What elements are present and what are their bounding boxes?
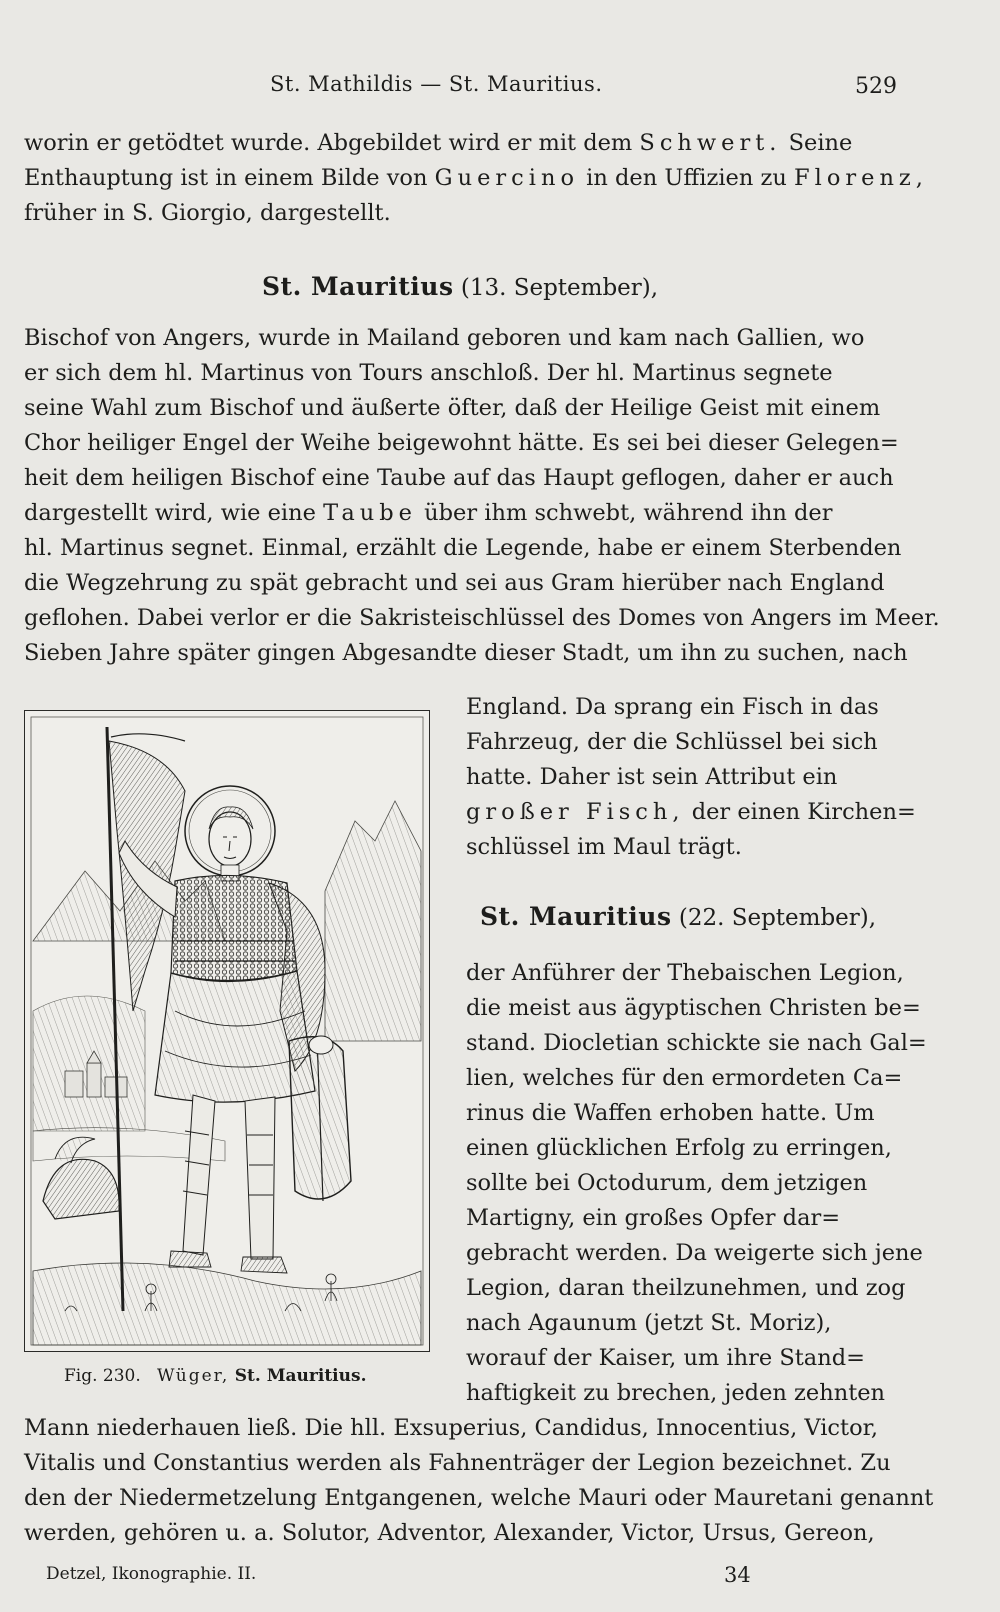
- text-line: seine Wahl zum Bischof und äußerte öfter, daß der Heilige Geist mit einem: [24, 395, 881, 421]
- left-sandal: [169, 1251, 211, 1267]
- saint-illustration: [25, 711, 429, 1351]
- running-head-title: St. Mathildis — St. Mauritius.: [270, 72, 603, 96]
- text-line: [24, 163, 928, 193]
- text-line: stand. Diocletian schickte sie nach Gal=: [466, 1030, 927, 1056]
- left-leg: [183, 1095, 215, 1255]
- signature-number: 34: [724, 1563, 751, 1587]
- spaced-word: Florenz,: [794, 165, 928, 191]
- line-text: der einen Kirchen=: [691, 799, 916, 825]
- helmet-icon: [43, 1159, 119, 1219]
- text-line: haftigkeit zu brechen, jeden zehnten: [466, 1380, 886, 1406]
- spaced-word: Guercino: [434, 165, 579, 191]
- heading-date: (13. September),: [460, 275, 659, 301]
- text-line: gebracht werden. Da weigerte sich jene: [466, 1240, 923, 1266]
- right-hand: [309, 1036, 333, 1054]
- helmet-crest: [55, 1137, 95, 1163]
- text-line: Legion, daran theilzunehmen, und zog: [466, 1275, 906, 1301]
- text-line: Bischof von Angers, wurde in Mailand geboren und kam nach Gallien, wo: [24, 325, 865, 351]
- text-line: er sich dem hl. Martinus von Tours anschloß. Der hl. Martinus segnete: [24, 360, 833, 386]
- text-line: der Anführer der Thebaischen Legion,: [466, 960, 904, 986]
- text-line: den der Niedermetzelung Entgangenen, welche Mauri oder Mauretani genannt: [24, 1485, 934, 1511]
- text-line: schlüssel im Maul trägt.: [466, 834, 742, 860]
- caption-subject: St. Mauritius.: [234, 1366, 367, 1386]
- text-line: hatte. Daher ist sein Attribut ein: [466, 764, 838, 790]
- running-head: [0, 72, 1000, 112]
- spaced-word: Taube: [323, 500, 417, 526]
- text-line: sollte bei Octodurum, dem jetzigen: [466, 1170, 868, 1196]
- text-line: die Wegzehrung zu spät gebracht und sei aus Gram hierüber nach England: [24, 570, 885, 596]
- text-line: England. Da sprang ein Fisch in das: [466, 694, 879, 720]
- text-line: [24, 128, 852, 158]
- ground: [33, 1263, 421, 1345]
- text-line: lien, welches für den ermordeten Ca=: [466, 1065, 903, 1091]
- rock-cliff: [325, 801, 421, 1041]
- line-text: dargestellt wird, wie eine: [24, 500, 316, 526]
- text-line: Vitalis und Constantius werden als Fahnenträger der Legion bezeichnet. Zu: [24, 1450, 891, 1476]
- text-line: Mann niederhauen ließ. Die hll. Exsuperius, Candidus, Innocentius, Victor,: [24, 1415, 879, 1441]
- caption-artist: Wüger,: [157, 1366, 230, 1386]
- line-text: Enthauptung ist in einem Bilde von: [24, 165, 428, 191]
- banner-streamer: [111, 734, 185, 741]
- text-line: Fahrzeug, der die Schlüssel bei sich: [466, 729, 878, 755]
- text-line: Martigny, ein großes Opfer dar=: [466, 1205, 841, 1231]
- heading-name: St. Mauritius: [262, 272, 454, 301]
- text-line: Chor heiliger Engel der Weihe beigewohnt hätte. Es sei bei dieser Gelegen=: [24, 430, 899, 456]
- figure-engraving: [24, 710, 430, 1352]
- text-line: früher in S. Giorgio, dargestellt.: [24, 200, 391, 226]
- heading-name: St. Mauritius: [480, 902, 672, 931]
- right-leg: [245, 1097, 275, 1259]
- text-line: einen glücklichen Erfolg zu erringen,: [466, 1135, 892, 1161]
- figure-caption: [64, 1366, 366, 1386]
- text-line: [24, 498, 833, 528]
- page-number: 529: [855, 74, 897, 99]
- text-line: geflohen. Dabei verlor er die Sakristeischlüssel des Domes von Angers im Meer.: [24, 605, 940, 631]
- text-line: werden, gehören u. a. Solutor, Adventor, Alexander, Victor, Ursus, Gereon,: [24, 1520, 875, 1546]
- right-sandal: [241, 1257, 287, 1273]
- section-heading: [480, 902, 876, 933]
- text-line: worauf der Kaiser, um ihre Stand=: [466, 1345, 865, 1371]
- line-text: über ihm schwebt, während ihn der: [424, 500, 833, 526]
- spaced-word: großer Fisch,: [466, 799, 685, 825]
- line-text: in den Uffizien zu: [586, 165, 787, 191]
- text-line: nach Agaunum (jetzt St. Moriz),: [466, 1310, 832, 1336]
- signature-mark: Detzel, Ikonographie. II.: [46, 1564, 257, 1584]
- line-text: Seine: [788, 130, 853, 156]
- caption-prefix: Fig. 230.: [64, 1366, 141, 1386]
- section-heading: [262, 272, 658, 303]
- text-line: Sieben Jahre später gingen Abgesandte dieser Stadt, um ihn zu suchen, nach: [24, 640, 908, 666]
- line-text: worin er getödtet wurde. Abgebildet wird er mit dem: [24, 130, 633, 156]
- spaced-word: Schwert.: [639, 130, 782, 156]
- heading-date: (22. September),: [678, 905, 877, 931]
- text-line: heit dem heiligen Bischof eine Taube auf das Haupt geflogen, daher er auch: [24, 465, 894, 491]
- text-line: [466, 797, 916, 827]
- text-line: hl. Martinus segnet. Einmal, erzählt die Legende, habe er einem Sterbenden: [24, 535, 902, 561]
- text-line: die meist aus ägyptischen Christen be=: [466, 995, 921, 1021]
- text-line: rinus die Waffen erhoben hatte. Um: [466, 1100, 875, 1126]
